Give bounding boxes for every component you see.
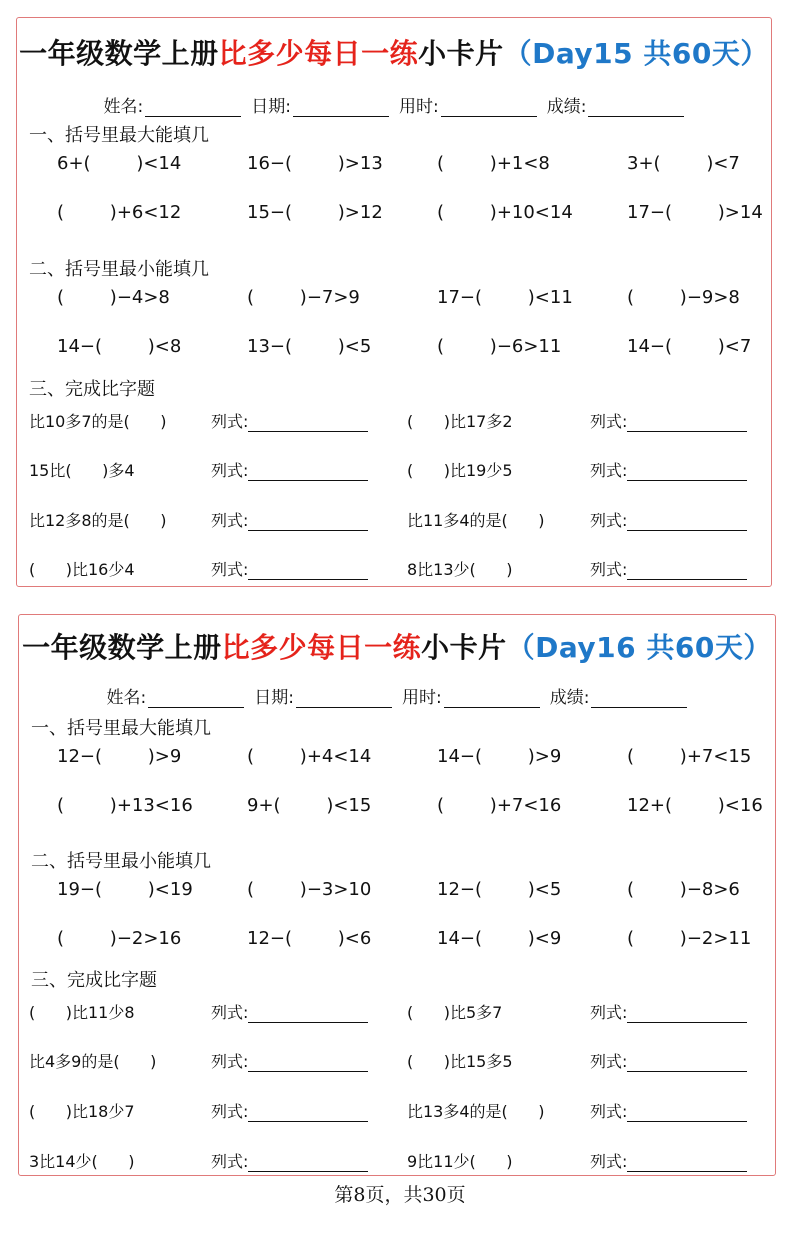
problem: 14−( )<9 <box>437 928 562 949</box>
problem: ( )+4<14 <box>247 746 372 767</box>
time-field: 用时: <box>402 683 540 708</box>
problem: 9+( )<15 <box>247 795 372 816</box>
problem: 14−( )>9 <box>437 746 562 767</box>
formula-field: 列式: <box>211 1049 368 1072</box>
problem: 12−( )>9 <box>57 746 182 767</box>
problem: ( )−2>11 <box>627 928 752 949</box>
formula-field: 列式: <box>590 1149 747 1172</box>
word-problem: 9比11少( ) <box>407 1152 513 1171</box>
problem-row <box>19 928 775 954</box>
word-problem: 比10多7的是( ) <box>29 412 167 431</box>
problem: 12−( )<6 <box>247 928 372 949</box>
formula-field: 列式: <box>211 409 368 432</box>
formula-field: 列式: <box>590 1099 747 1122</box>
problem: 19−( )<19 <box>57 879 193 900</box>
formula-field: 列式: <box>211 458 368 481</box>
problem: ( )−2>16 <box>57 928 182 949</box>
word-problem: 比4多9的是( ) <box>29 1052 157 1071</box>
word-problem: ( )比18少7 <box>29 1102 135 1121</box>
problem-row <box>17 287 771 313</box>
name-field: 姓名: <box>107 683 245 708</box>
word-problem-row <box>17 409 771 433</box>
formula-field: 列式: <box>590 1049 747 1072</box>
problem: 12−( )<5 <box>437 879 562 900</box>
formula-field: 列式: <box>211 1099 368 1122</box>
problem: 16−( )>13 <box>247 153 383 174</box>
problem: ( )+6<12 <box>57 202 182 223</box>
formula-field: 列式: <box>590 508 747 531</box>
word-problem-row <box>19 1099 775 1123</box>
word-problem-row <box>19 1000 775 1024</box>
problem: ( )−8>6 <box>627 879 740 900</box>
formula-field: 列式: <box>590 557 747 580</box>
problem: ( )−7>9 <box>247 287 360 308</box>
word-problem: 8比13少( ) <box>407 560 513 579</box>
section-heading: 一、括号里最大能填几 <box>29 125 209 146</box>
date-field: 日期: <box>251 92 389 117</box>
word-problem: 3比14少( ) <box>29 1152 135 1171</box>
problem: ( )−3>10 <box>247 879 372 900</box>
score-field: 成绩: <box>550 683 688 708</box>
problem: 17−( )>14 <box>627 202 763 223</box>
problem: 12+( )<16 <box>627 795 763 816</box>
time-field: 用时: <box>399 92 537 117</box>
formula-field: 列式: <box>590 1000 747 1023</box>
problem: ( )+13<16 <box>57 795 193 816</box>
word-problem-row <box>17 557 771 581</box>
problem: 14−( )<8 <box>57 336 182 357</box>
section-heading: 三、完成比字题 <box>29 379 155 400</box>
problem-row <box>17 202 771 228</box>
word-problem: ( )比19少5 <box>407 461 513 480</box>
problem-row <box>17 153 771 179</box>
problem: 6+( )<14 <box>57 153 182 174</box>
word-problem: ( )比11少8 <box>29 1003 135 1022</box>
problem-row <box>19 795 775 821</box>
formula-field: 列式: <box>590 458 747 481</box>
word-problem: ( )比15多5 <box>407 1052 513 1071</box>
section-heading: 一、括号里最大能填几 <box>31 718 211 739</box>
formula-field: 列式: <box>211 1000 368 1023</box>
word-problem: 比11多4的是( ) <box>407 511 545 530</box>
section-heading: 二、括号里最小能填几 <box>31 851 211 872</box>
section-heading: 三、完成比字题 <box>31 970 157 991</box>
problem: ( )+10<14 <box>437 202 573 223</box>
problem: 3+( )<7 <box>627 153 740 174</box>
word-problem-row <box>19 1149 775 1173</box>
word-problem: 比12多8的是( ) <box>29 511 167 530</box>
problem: ( )−6>11 <box>437 336 562 357</box>
page-number: 第8页，共30页 <box>334 1184 466 1206</box>
problem-row <box>19 746 775 772</box>
problem-row <box>19 879 775 905</box>
word-problem-row <box>19 1049 775 1073</box>
word-problem: ( )比5多7 <box>407 1003 503 1022</box>
section-heading: 二、括号里最小能填几 <box>29 259 209 280</box>
score-field: 成绩: <box>547 92 685 117</box>
card-title: 一年级数学上册比多少每日一练小卡片（Day16 共60天） <box>22 631 772 664</box>
word-problem: 15比( )多4 <box>29 461 135 480</box>
problem: 14−( )<7 <box>627 336 752 357</box>
problem: 15−( )>12 <box>247 202 383 223</box>
formula-field: 列式: <box>590 409 747 432</box>
problem: 13−( )<5 <box>247 336 372 357</box>
problem: ( )+7<16 <box>437 795 562 816</box>
problem-row <box>17 336 771 362</box>
info-line <box>17 92 771 117</box>
card-title: 一年级数学上册比多少每日一练小卡片（Day15 共60天） <box>19 37 769 70</box>
problem: ( )−4>8 <box>57 287 170 308</box>
formula-field: 列式: <box>211 1149 368 1172</box>
date-field: 日期: <box>254 683 392 708</box>
word-problem: ( )比16少4 <box>29 560 135 579</box>
problem: ( )−9>8 <box>627 287 740 308</box>
word-problem-row <box>17 458 771 482</box>
problem: ( )+7<15 <box>627 746 752 767</box>
formula-field: 列式: <box>211 557 368 580</box>
worksheet-card-day15 <box>16 17 772 587</box>
problem: 17−( )<11 <box>437 287 573 308</box>
word-problem-row <box>17 508 771 532</box>
worksheet-card-day16 <box>18 614 776 1176</box>
info-line <box>19 683 775 708</box>
word-problem: ( )比17多2 <box>407 412 513 431</box>
word-problem: 比13多4的是( ) <box>407 1102 545 1121</box>
formula-field: 列式: <box>211 508 368 531</box>
name-field: 姓名: <box>104 92 242 117</box>
problem: ( )+1<8 <box>437 153 550 174</box>
